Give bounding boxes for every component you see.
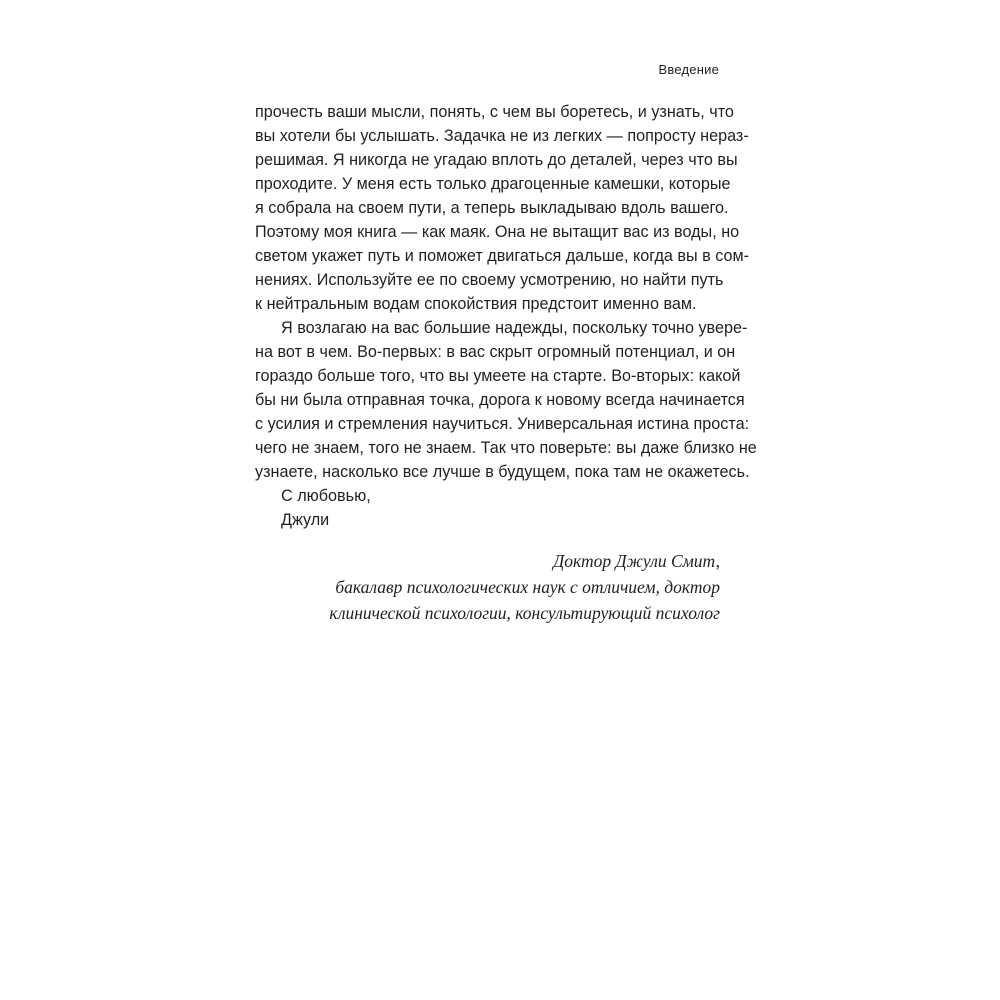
author-signature xyxy=(280,548,720,626)
body-line: Я возлагаю на вас большие надежды, поскольку точно увере- xyxy=(281,319,748,337)
body-line: я собрала на своем пути, а теперь выкладываю вдоль вашего. xyxy=(255,199,729,217)
running-header: Введение xyxy=(658,62,719,77)
author-name: Доктор Джули Смит, xyxy=(553,551,720,571)
body-line: решимая. Я никогда не угадаю вплоть до деталей, через что вы xyxy=(255,151,738,169)
body-text xyxy=(255,100,757,532)
author-credentials: клинической психологии, консультирующий психолог xyxy=(329,603,720,623)
body-line: к нейтральным водам спокойствия предстоит именно вам. xyxy=(255,295,697,313)
body-line: прочесть ваши мысли, понять, с чем вы боретесь, и узнать, что xyxy=(255,103,734,121)
body-line: гораздо больше того, что вы умеете на старте. Во-вторых: какой xyxy=(255,367,741,385)
author-credentials: бакалавр психологических наук с отличием, доктор xyxy=(335,577,720,597)
body-line: вы хотели бы услышать. Задачка не из легких — попросту нераз- xyxy=(255,127,749,145)
body-line: светом укажет путь и поможет двигаться дальше, когда вы в сом- xyxy=(255,247,750,265)
closing-salutation: С любовью, xyxy=(281,487,371,505)
body-line: с усилия и стремления научиться. Универсальная истина проста: xyxy=(255,415,750,433)
body-line: на вот в чем. Во-первых: в вас скрыт огромный потенциал, и он xyxy=(255,343,736,361)
body-line: Поэтому моя книга — как маяк. Она не вытащит вас из воды, но xyxy=(255,223,740,241)
body-line: узнаете, насколько все лучше в будущем, пока там не окажетесь. xyxy=(255,463,750,481)
body-line: бы ни была отправная точка, дорога к новому всегда начинается xyxy=(255,391,745,409)
body-line: чего не знаем, того не знаем. Так что поверьте: вы даже близко не xyxy=(255,439,757,457)
body-line: нениях. Используйте ее по своему усмотрению, но найти путь xyxy=(255,271,724,289)
body-line: проходите. У меня есть только драгоценные камешки, которые xyxy=(255,175,731,193)
closing-name: Джули xyxy=(281,511,330,529)
